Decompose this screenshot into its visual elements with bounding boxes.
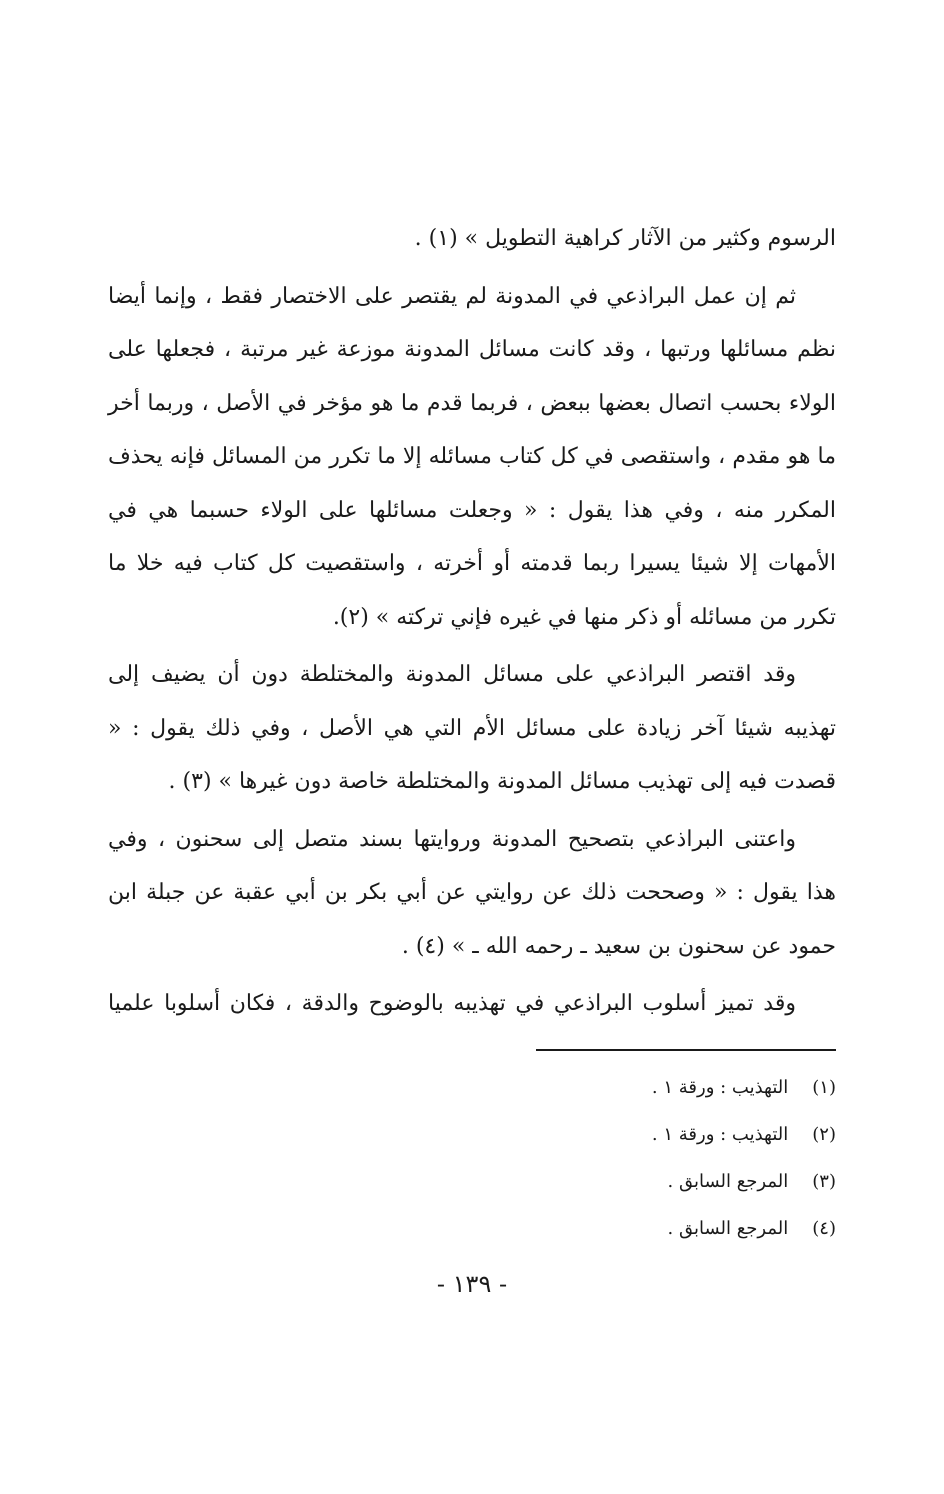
paragraph-continuation: الرسوم وكثير من الآثار كراهية التطويل » (١) . [414,226,836,251]
footnote-text: المرجع السابق . [667,1171,789,1192]
footnote-item [300,1205,836,1252]
footnote-number: (٤) [812,1218,836,1239]
footnote-item [300,1111,836,1158]
page-number: - ١٣٩ - [436,1270,508,1298]
footnote-text: المرجع السابق . [667,1218,789,1239]
footnote-item [300,1064,836,1111]
footnote-text: التهذيب : ورقة ١ . [651,1124,789,1145]
paragraph: وقد تميز أسلوب البراذعي في تهذيبه بالوضوح والدقة ، فكان أسلوبا علميا [108,991,796,1016]
footnote-number: (١) [812,1077,836,1098]
footnote-text: التهذيب : ورقة ١ . [651,1077,789,1098]
paragraph: وقد اقتصر البراذعي على مسائل المدونة والمختلطة دون أن يضيف إلى تهذيبه شيئا آخر زيادة على مسائل الأم التي هي الأصل ، وفي ذلك يقول : « قصدت فيه إلى تهذيب مسائل المدونة والمختلطة خاصة دون غيرها » (٣) . [108,662,836,794]
paragraph: ثم إن عمل البراذعي في المدونة لم يقتصر على الاختصار فقط ، وإنما أيضا نظم مسائلها ورتبها ، وقد كانت مسائل المدونة موزعة غير مرتبة ، فجعلها على الولاء بحسب اتصال بعضها ببعض ، فربما قدم ما هو مؤخر في الأصل ، وربما أخر ما هو مقدم ، واستقصى في كل كتاب مسائله إلا ما تكرر من المسائل فإنه يحذف المكرر منه ، وفي هذا يقول : « وجعلت مسائلها على الولاء حسبما هي في الأمهات إلا شيئا يسيرا ربما قدمته أو أخرته ، واستقصيت كل كتاب فيه خلا ما تكرر من مسائله أو ذكر منها في غيره فإني تركته » (٢). [108,283,836,630]
footnote-item [300,1158,836,1205]
footnotes-list [300,1064,836,1252]
footnote-divider [536,1049,836,1051]
paragraph: واعتنى البراذعي بتصحيح المدونة وروايتها بسند متصل إلى سحنون ، وفي هذا يقول : « وصححت ذلك عن روايتي عن أبي بكر بن أبي عقبة عن جبلة ابن حمود عن سحنون بن سعيد ـ رحمه الله ـ » (٤) . [108,826,836,959]
footnote-number: (٢) [812,1124,836,1145]
footnote-number: (٣) [812,1171,836,1192]
body-text [108,212,836,1031]
